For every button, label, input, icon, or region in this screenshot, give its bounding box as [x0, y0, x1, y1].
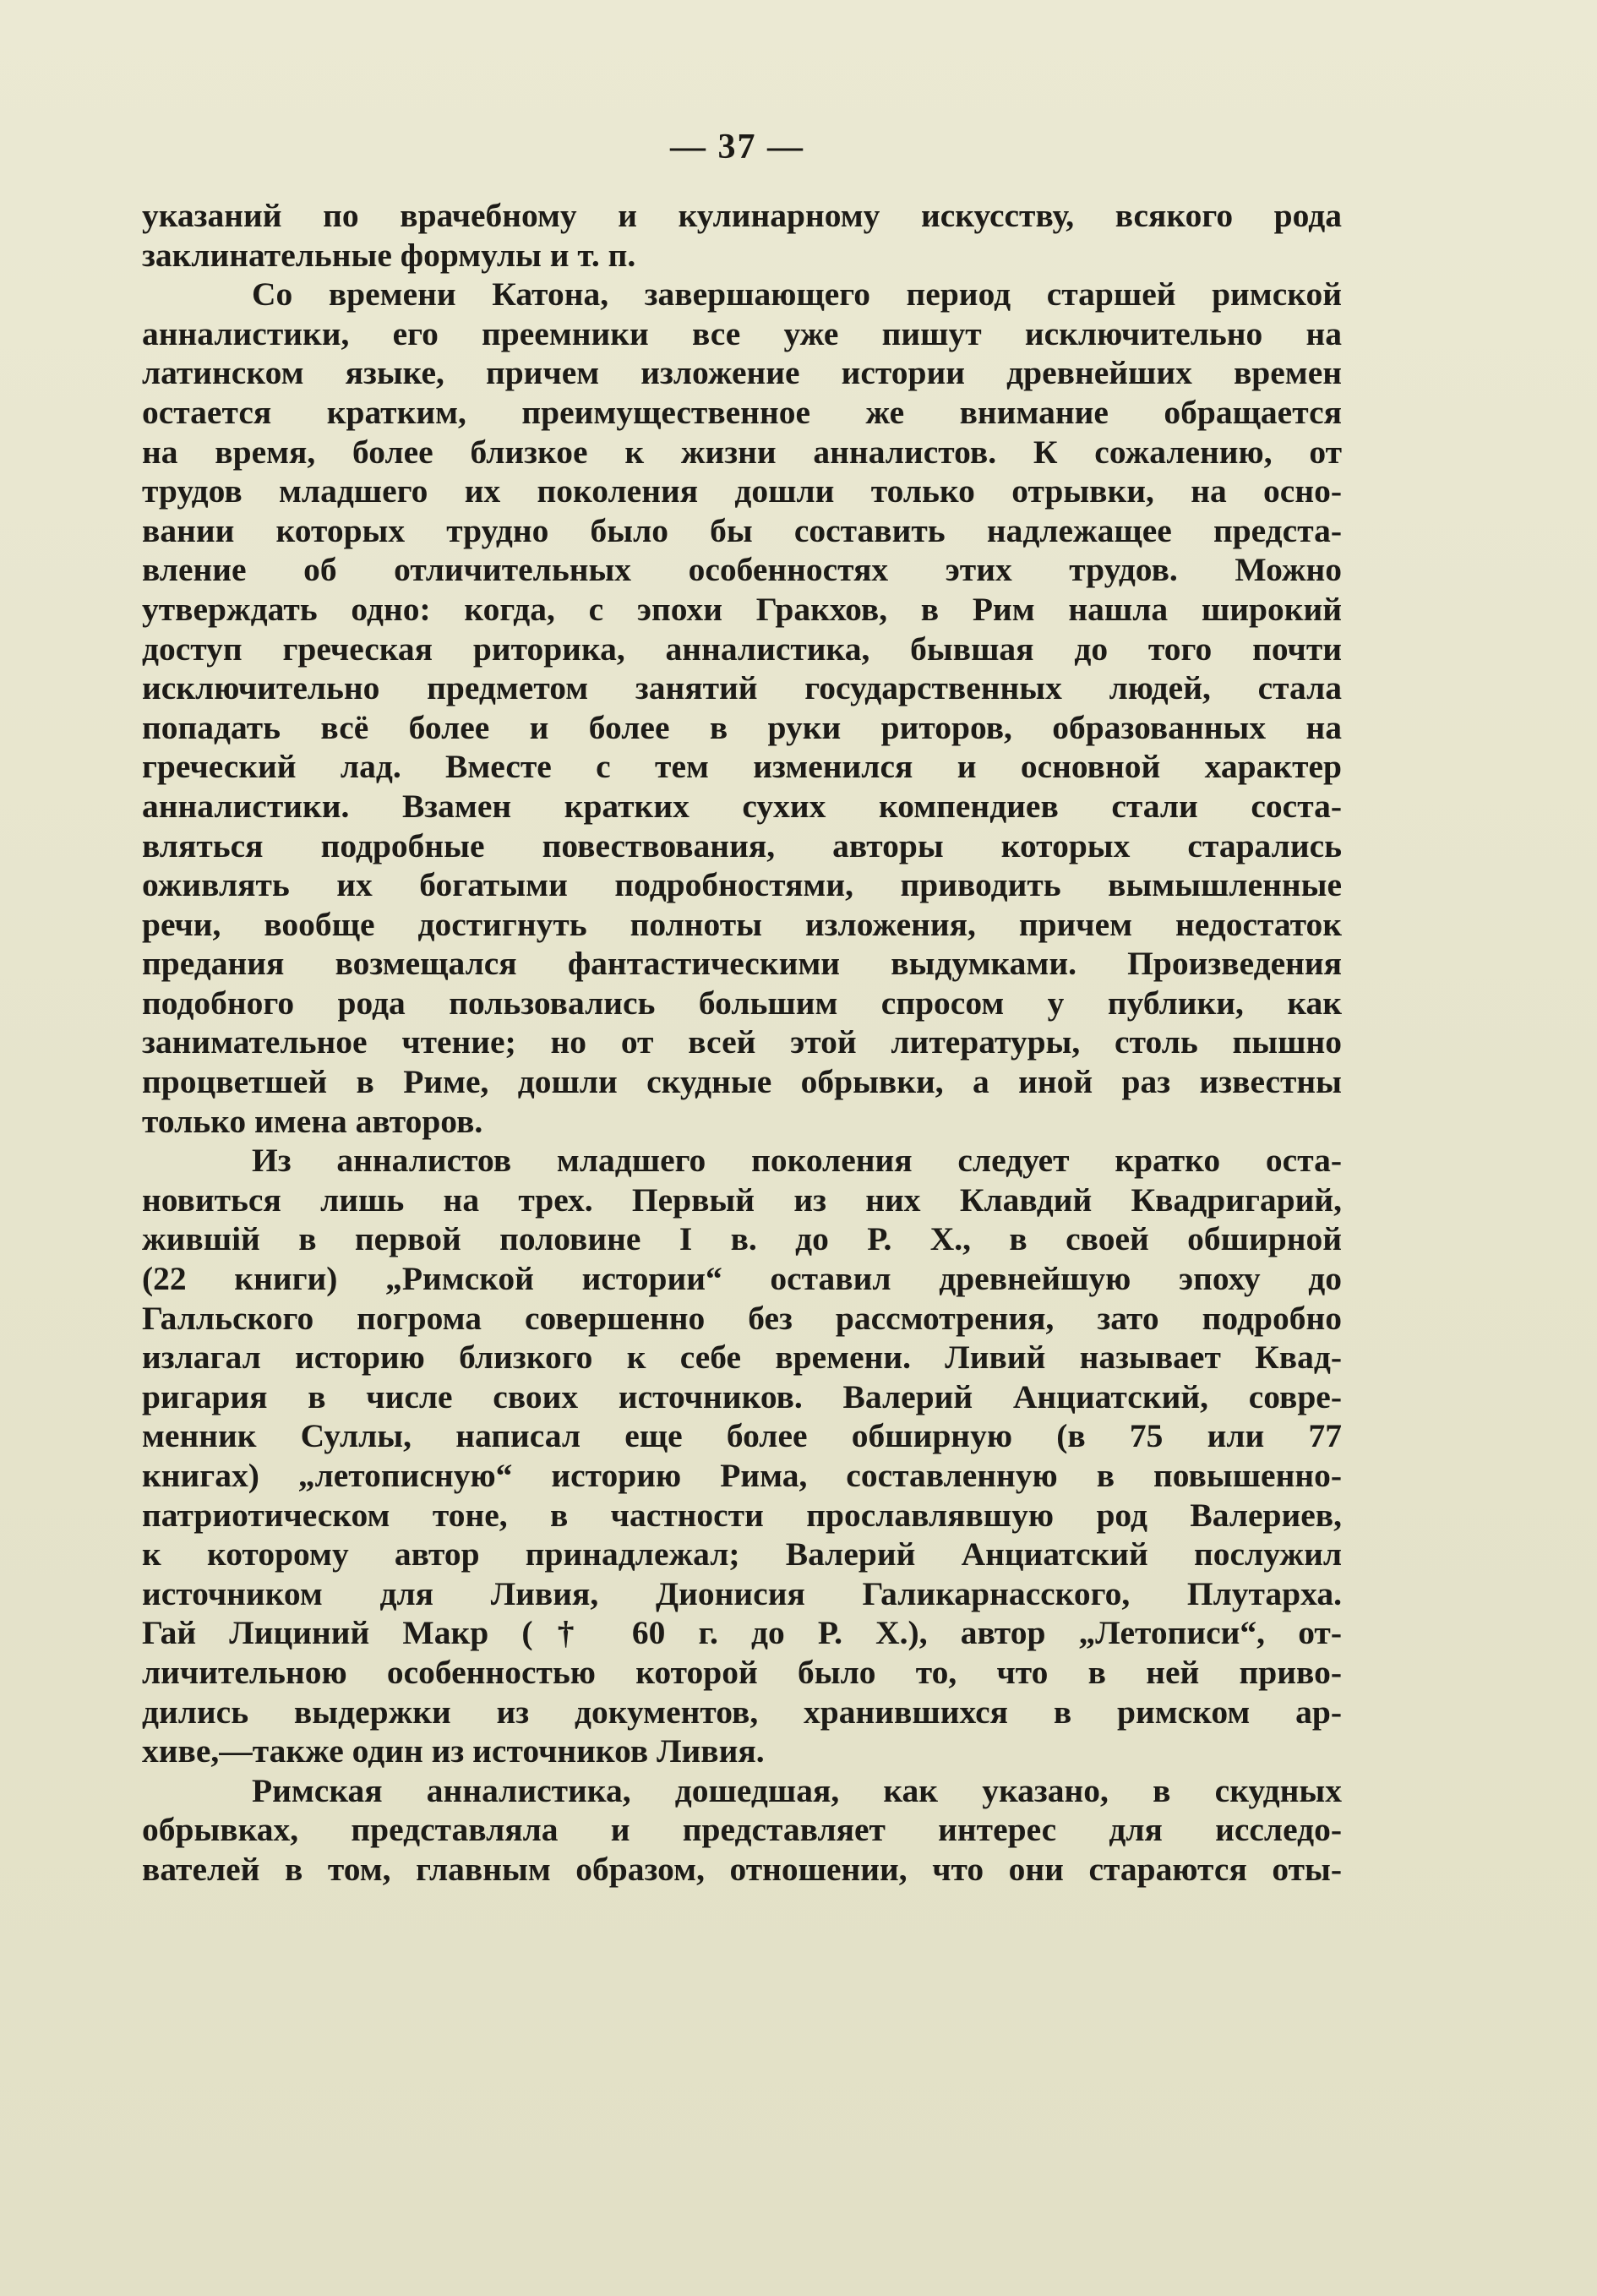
text-line: процветшей в Риме, дошли скудные обрывки, а иной раз известны	[142, 1063, 1342, 1101]
text-line: излагал историю близкого к себе времени. Ливий называет Квад-	[142, 1339, 1342, 1377]
text-line: к которому автор принадлежал; Валерий Анциатский послужил	[142, 1535, 1342, 1573]
text-line: предания возмещался фантастическими выдумками. Произведения	[142, 945, 1342, 983]
text-line: дились выдержки из документов, хранившихся в римском ар-	[142, 1693, 1342, 1731]
text-line: только имена авторов.	[142, 1102, 483, 1140]
text-line: остается кратким, преимущественное же внимание обращается	[142, 393, 1342, 431]
text-line: новиться лишь на трех. Первый из них Клавдий Квадригарий,	[142, 1181, 1342, 1219]
text-line: доступ греческая риторика, анналистика, бывшая до того почти	[142, 630, 1342, 668]
text-line: книгах) „летописную“ историю Рима, составленную в повышенно-	[142, 1457, 1342, 1494]
text-line: греческий лад. Вместе с тем изменился и основной характер	[142, 748, 1342, 786]
text-line: подобного рода пользовались большим спросом у публики, как	[142, 984, 1342, 1022]
text-line: менник Суллы, написал еще более обширную (в 75 или 77	[142, 1417, 1342, 1455]
text-line: Гай Лициний Макр († 60 г. до Р. Х.), автор „Летописи“, от-	[142, 1614, 1342, 1652]
text-line: утверждать одно: когда, с эпохи Гракхов, в Рим нашла широкий	[142, 590, 1342, 628]
text-line: личительною особенностью которой было то, что в ней приво-	[142, 1653, 1342, 1691]
text-line: Галльского погрома совершенно без рассмотрения, зато подробно	[142, 1299, 1342, 1337]
text-line: Римская анналистика, дошедшая, как указано, в скудных	[252, 1771, 1342, 1809]
text-line: хиве,—также один из источников Ливия.	[142, 1732, 765, 1770]
text-line: источником для Ливия, Дионисия Галикарнасского, Плутарха.	[142, 1574, 1342, 1612]
text-line: (22 книги) „Римской истории“ оставил древнейшую эпоху до	[142, 1260, 1342, 1298]
text-line: заклинательные формулы и т. п.	[142, 236, 636, 274]
text-line: вателей в том, главным образом, отношении, что они стараются оты-	[142, 1850, 1342, 1888]
text-line: вляться подробные повествования, авторы которых старались	[142, 826, 1342, 864]
text-line: жившій в первой половине I в. до Р. Х., в своей обширной	[142, 1220, 1342, 1258]
text-line: оживлять их богатыми подробностями, приводить вымышленные	[142, 866, 1342, 904]
text-line: занимательное чтение; но от всей этой литературы, столь пышно	[142, 1023, 1342, 1061]
text-line: обрывках, представляла и представляет интерес для исследо-	[142, 1811, 1342, 1849]
text-line: указаний по врачебному и кулинарному искусству, всякого рода	[142, 197, 1342, 234]
body-text	[142, 196, 1342, 1890]
text-line: попадать всё более и более в руки риторов, образованных на	[142, 708, 1342, 746]
text-line: анналистики, его преемники все уже пишут исключительно на	[142, 314, 1342, 352]
text-line: трудов младшего их поколения дошли только отрывки, на осно-	[142, 472, 1342, 510]
text-line: анналистики. Взамен кратких сухих компендиев стали соста-	[142, 787, 1342, 825]
text-line: вании которых трудно было бы составить надлежащее предста-	[142, 511, 1342, 549]
text-line: ригария в числе своих источников. Валерий Анциатский, совре-	[142, 1377, 1342, 1415]
text-line: Со времени Катона, завершающего период старшей римской	[252, 275, 1342, 314]
text-line: латинском языке, причем изложение истории древнейших времен	[142, 354, 1342, 392]
text-line: Из анналистов младшего поколения следует кратко оста-	[252, 1142, 1342, 1180]
text-line: патриотическом тоне, в частности прославлявшую род Валериев,	[142, 1496, 1342, 1534]
text-line: речи, вообще достигнуть полноты изложения, причем недостаток	[142, 905, 1342, 943]
text-line: на время, более близкое к жизни анналистов. К сожалению, от	[142, 433, 1342, 471]
text-line: исключительно предметом занятий государственных людей, стала	[142, 669, 1342, 707]
page-number: — 37 —	[670, 128, 804, 166]
text-line: вление об отличительных особенностях этих трудов. Можно	[142, 551, 1342, 589]
